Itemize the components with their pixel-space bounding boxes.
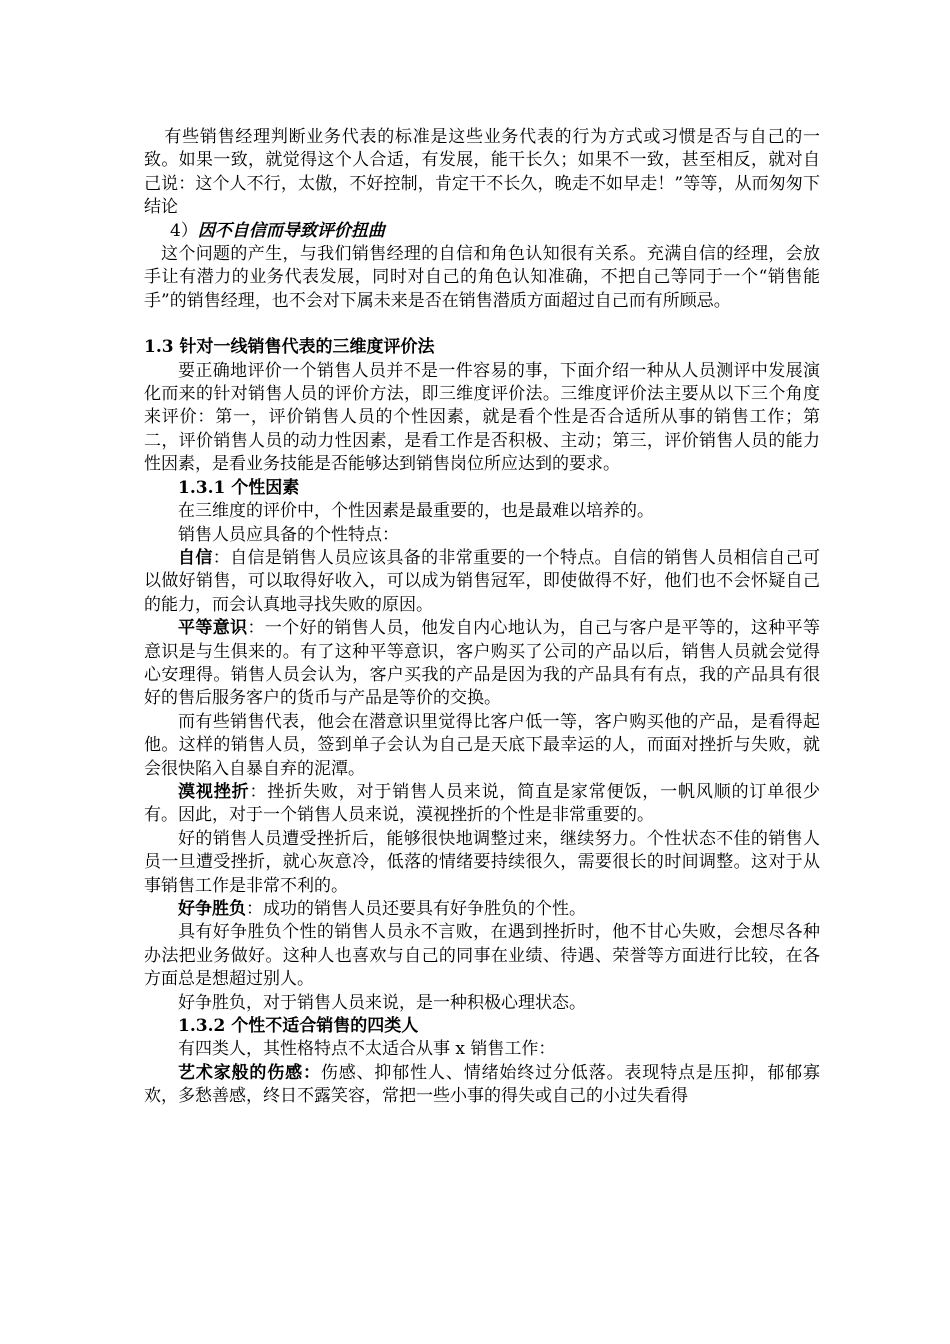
paragraph [144,1062,820,1109]
term-text: ：自信是销售人员应该具备的非常重要的一个特点。自信的销售人员相信自己可以做好销售，可以取得好收入，可以成为销售冠军，即使做得不好，他们也不会怀疑自己的能力，而会认真地寻找失败的原因。 [144,547,821,615]
paragraph [144,781,820,828]
item-title: 因不自信而导致评价扭曲 [197,220,385,241]
paragraph: 好争胜负，对于销售人员来说，是一种积极心理状态。 [178,992,586,1013]
subsection-heading: 1.3.2 个性不适合销售的四类人 [178,1016,419,1037]
document-page [144,126,820,1109]
item-number: 4） [170,220,198,241]
paragraph: 在三维度的评价中，个性因素是最重要的，也是最难以培养的。 [178,501,654,522]
term: 自信 [178,547,213,568]
paragraph [144,547,820,617]
subsection-heading: 1.3.1 个性因素 [178,477,300,498]
term: 平等意识 [178,618,248,639]
term: 好争胜负 [178,899,246,919]
paragraph: 有些销售经理判断业务代表的标准是这些业务代表的行为方式或习惯是否与自己的一致。如果一致，就觉得这个人合适，有发展，能干长久；如果不一致，甚至相反，就对自己说：这个人不行，太傲，不好控制，肯定干不长久，晚走不如早走！”等等，从而匆匆下结论 [144,127,820,218]
paragraph: 好的销售人员遭受挫折后，能够很快地调整过来，继续努力。个性状态不佳的销售人员一旦遭受挫折，就心灰意冷，低落的情绪要持续很久，需要很长的时间调整。这对于从事销售工作是非常不利的。 [144,828,820,896]
term-text: ：一个好的销售人员，他发自内心地认为，自己与客户是平等的，这种平等意识是与生俱来的。有了这种平等意识，客户购买了公司的产品以后，销售人员就会觉得心安理得。销售人员会认为，客户买我的产品是因为我的产品具有有点，我的产品具有很好的售后服务客户的货币与产品是等价的交换。 [144,618,821,709]
paragraph: 而有些销售代表，他会在潜意识里觉得比客户低一等，客户购买他的产品，是看得起他。这样的销售人员，签到单子会认为自己是天底下最幸运的人，而面对挫折与失败，就会很快陷入自暴自弃的泥潭。 [144,711,820,779]
list-item-heading [144,220,820,243]
paragraph: 具有好争胜负个性的销售人员永不言败，在遇到挫折时，他不甘心失败，会想尽各种办法把业务做好。这种人也喜欢与自己的同事在业绩、待遇、荣誉等方面进行比较，在各方面总是想超过别人。 [144,922,820,990]
term: 漠视挫折 [178,781,250,802]
term-text: ：成功的销售人员还要具有好争胜负的个性。 [246,899,586,919]
paragraph [144,898,820,921]
paragraph: 要正确地评价一个销售人员并不是一件容易的事，下面介绍一种从人员测评中发展演化而来的针对销售人员的评价方法，即三维度评价法。三维度评价法主要从以下三个角度来评价：第一，评价销售人员的个性因素，就是看个性是否合适所从事的销售工作；第二，评价销售人员的动力性因素，是看工作是否积极、主动；第三，评价销售人员的能力性因素，是看业务技能是否能够达到销售岗位所应达到的要求。 [144,360,820,475]
paragraph [144,617,820,711]
term: 艺术家般的伤感： [178,1062,321,1083]
term-text: 伤感、抑郁性人、情绪始终过分低落。表现特点是压抑，郁郁寡欢，多愁善感，终日不露笑容，常把一些小事的得失或自己的小过失看得 [144,1062,821,1107]
section-heading: 1.3 针对一线销售代表的三维度评价法 [144,337,435,358]
paragraph: 这个问题的产生，与我们销售经理的自信和角色认知很有关系。充满自信的经理，会放手让有潜力的业务代表发展，同时对自己的角色认知准确，不把自己等同于一个“销售能手”的销售经理，也不会对下属未来是否在销售潜质方面超过自己而有所顾忌。 [144,244,820,311]
paragraph: 销售人员应具备的个性特点： [178,524,399,545]
paragraph: 有四类人，其性格特点不太适合从事 x 销售工作： [178,1039,556,1060]
term-text: ：挫折失败，对于销售人员来说，简直是家常便饭，一帆风顺的订单很少有。因此，对于一个销售人员来说，漠视挫折的个性是非常重要的。 [144,781,821,826]
